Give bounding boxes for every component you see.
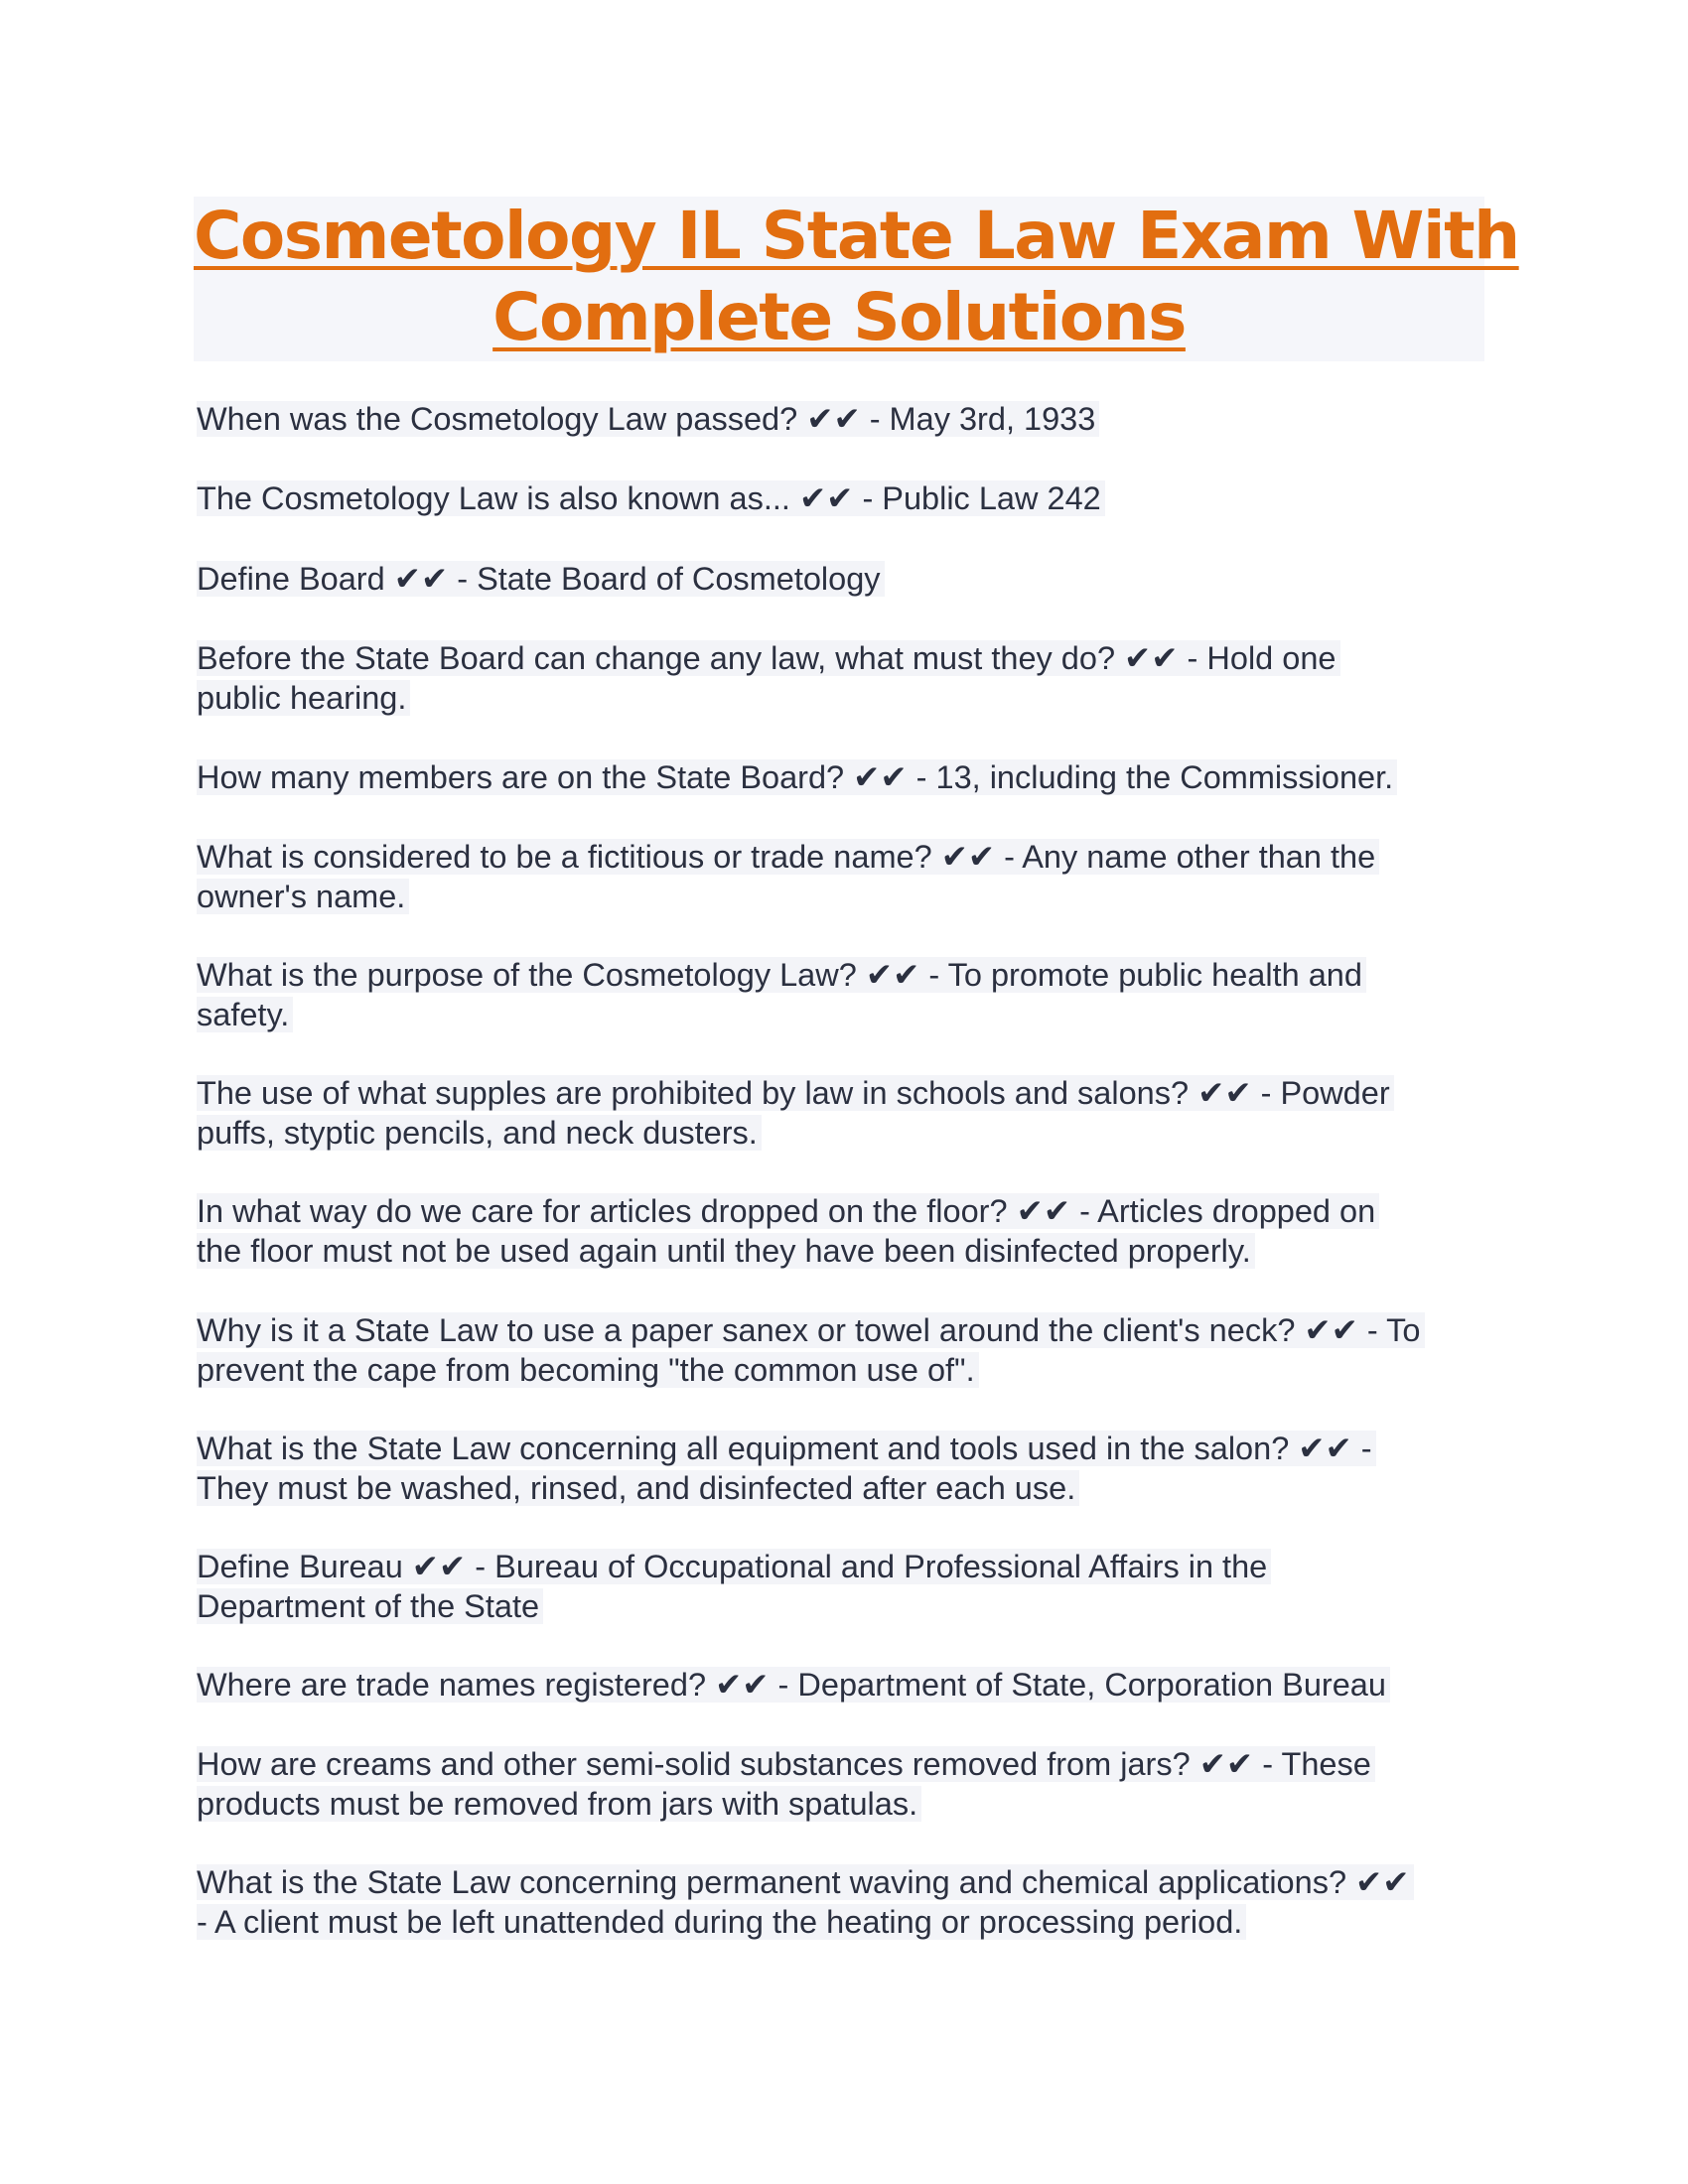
qa-line: How many members are on the State Board? ✔✔ - 13, including the Commissioner. <box>197 759 1397 795</box>
qa-line: When was the Cosmetology Law passed? ✔✔ - May 3rd, 1933 <box>197 401 1099 437</box>
qa-item <box>197 1665 1487 1705</box>
qa-item <box>197 1862 1487 1942</box>
qa-line: Define Bureau ✔✔ - Bureau of Occupational and Professional Affairs in the <box>197 1549 1271 1584</box>
qa-line: What is the State Law concerning permanent waving and chemical applications? ✔✔ <box>197 1864 1414 1900</box>
qa-line: Department of the State <box>197 1588 543 1624</box>
qa-line: They must be washed, rinsed, and disinfected after each use. <box>197 1470 1079 1506</box>
qa-line: puffs, styptic pencils, and neck dusters. <box>197 1115 762 1151</box>
qa-item <box>197 757 1487 797</box>
qa-line: products must be removed from jars with spatulas. <box>197 1786 921 1822</box>
qa-line: What is considered to be a fictitious or trade name? ✔✔ - Any name other than the <box>197 839 1379 875</box>
qa-item <box>197 1073 1487 1153</box>
qa-item <box>197 559 1487 599</box>
document-title-line-2: Complete Solutions <box>492 279 1186 355</box>
qa-line: safety. <box>197 997 293 1032</box>
qa-item <box>197 1429 1487 1508</box>
qa-item <box>197 638 1487 718</box>
qa-line: Before the State Board can change any law, what must they do? ✔✔ - Hold one <box>197 640 1340 676</box>
qa-line: the floor must not be used again until they have been disinfected properly. <box>197 1233 1255 1269</box>
document-title-line-1: Cosmetology IL State Law Exam With <box>194 198 1519 274</box>
qa-item <box>197 1744 1487 1824</box>
qa-line: owner's name. <box>197 879 409 914</box>
qa-line: The use of what supples are prohibited by law in schools and salons? ✔✔ - Powder <box>197 1075 1394 1111</box>
qa-item <box>197 837 1487 916</box>
qa-line: - A client must be left unattended during the heating or processing period. <box>197 1904 1246 1940</box>
qa-item <box>197 478 1487 518</box>
qa-line: Where are trade names registered? ✔✔ - Department of State, Corporation Bureau <box>197 1667 1390 1703</box>
qa-line: prevent the cape from becoming "the common use of". <box>197 1352 979 1388</box>
title-banner <box>194 197 1519 361</box>
qa-line: How are creams and other semi-solid substances removed from jars? ✔✔ - These <box>197 1746 1375 1782</box>
qa-item <box>197 955 1487 1034</box>
qa-item <box>197 1310 1487 1390</box>
qa-item <box>197 399 1487 439</box>
qa-item <box>197 1547 1487 1626</box>
qa-line: Why is it a State Law to use a paper sanex or towel around the client's neck? ✔✔ - To <box>197 1312 1425 1348</box>
qa-item <box>197 1191 1487 1271</box>
qa-line: What is the State Law concerning all equipment and tools used in the salon? ✔✔ - <box>197 1431 1376 1466</box>
qa-line: The Cosmetology Law is also known as... ✔✔ - Public Law 242 <box>197 480 1105 516</box>
qa-line: What is the purpose of the Cosmetology Law? ✔✔ - To promote public health and <box>197 957 1366 993</box>
qa-line: Define Board ✔✔ - State Board of Cosmetology <box>197 561 885 597</box>
qa-line: In what way do we care for articles dropped on the floor? ✔✔ - Articles dropped on <box>197 1193 1379 1229</box>
qa-line: public hearing. <box>197 680 410 716</box>
